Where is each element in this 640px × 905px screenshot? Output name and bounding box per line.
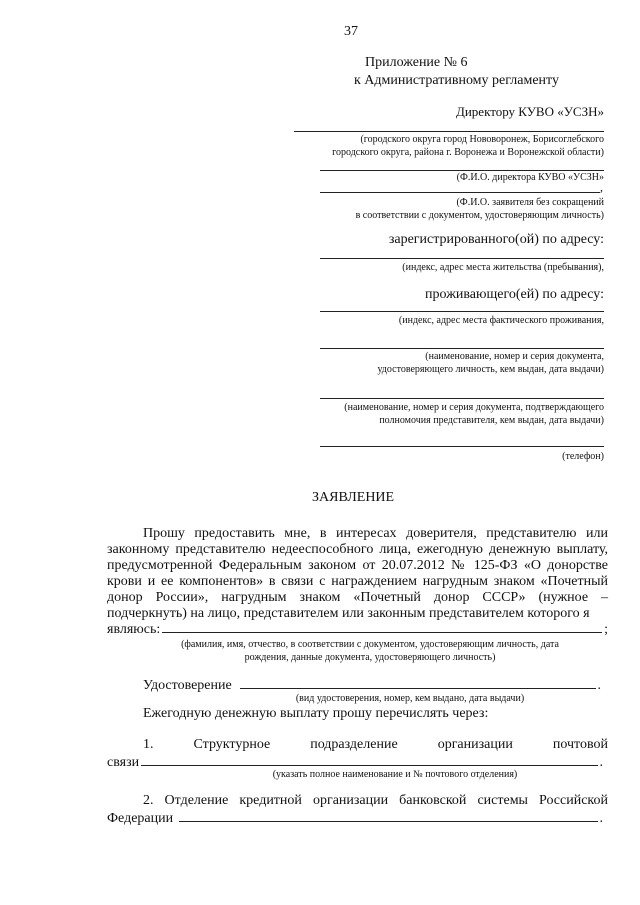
district-field-line[interactable] <box>294 131 604 132</box>
phone-caption: (телефон) <box>562 451 604 462</box>
option1-word-5: почтовой <box>552 737 608 752</box>
representative-doc-line[interactable] <box>320 398 604 399</box>
option1-word-2: Структурное <box>193 737 271 752</box>
living-address-caption: (индекс, адрес места фактического проживания, <box>398 315 604 326</box>
post-office-field[interactable] <box>141 753 597 766</box>
living-address-label: проживающего(ей) по адресу: <box>425 287 604 302</box>
appendix-regulation: к Административному регламенту <box>354 73 559 88</box>
option2-end: . <box>599 811 603 826</box>
statement-last-suffix: ; <box>604 622 608 637</box>
person-caption-2: рождения, данные документа, удостоверяющего личность) <box>244 652 496 663</box>
statement-last-prefix: являюсь: <box>107 622 161 637</box>
statement-paragraph <box>107 526 608 622</box>
identity-doc-caption-2: удостоверяющего личность, кем выдан, дата выдачи) <box>377 364 604 375</box>
option1-word-3: подразделение <box>310 737 398 752</box>
certificate-caption: (вид удостоверения, номер, кем выдано, дата выдачи) <box>295 693 525 704</box>
living-address-line[interactable] <box>320 311 604 312</box>
bank-field[interactable] <box>179 809 597 822</box>
statement-text: Прошу предоставить мне, в интересах доверителя, представителю или законному представителю недееспособного лица, ежегодную денежную выплату, предусмотренной Федеральным законом от 20.07.2012 № 125-ФЗ «О донорстве крови и ее компонентов» в связи с награждением нагрудным знаком «Почетный донор России», нагрудным знаком «Почетный донор СССР» (нужное – подчеркнуть) на лицо, представителем или законным представителем которого я <box>107 526 608 621</box>
district-caption-2: городского округа, района г. Воронежа и Воронежской области) <box>332 147 604 158</box>
phone-line[interactable] <box>320 446 604 447</box>
certificate-field[interactable] <box>240 676 596 689</box>
option1-first-line <box>143 737 608 753</box>
director-name-caption: (Ф.И.О. директора КУВО «УСЗН» <box>456 172 604 183</box>
applicant-caption-1: (Ф.И.О. заявителя без сокращений <box>456 197 604 208</box>
person-details-field[interactable] <box>162 620 602 633</box>
person-caption-1: (фамилия, имя, отчество, в соответствии с документом, удостоверяющим личность, дата <box>181 639 559 650</box>
representative-doc-caption-1: (наименование, номер и серия документа, подтверждающего <box>344 402 604 413</box>
appendix-number: Приложение № 6 <box>365 55 468 70</box>
option2-second-line <box>107 809 603 827</box>
registered-address-line[interactable] <box>320 258 604 259</box>
district-caption-1: (городского округа город Нововоронеж, Борисоглебского <box>360 134 604 145</box>
option1-second-word: связи <box>107 755 140 770</box>
page-number: 37 <box>344 24 358 39</box>
certificate-end: . <box>597 678 601 693</box>
director-addressee: Директору КУВО «УСЗН» <box>455 104 604 119</box>
registered-address-label: зарегистрированного(ой) по адресу: <box>388 232 604 247</box>
transfer-line: Ежегодную денежную выплату прошу перечислять через: <box>143 706 489 721</box>
post-office-caption: (указать полное наименование и № почтового отделения) <box>272 769 518 780</box>
identity-doc-line[interactable] <box>320 348 604 349</box>
option2-first-line: 2. Отделение кредитной организации банковской системы Российской <box>143 793 608 808</box>
identity-doc-caption-1: (наименование, номер и серия документа, <box>425 351 604 362</box>
option1-end: . <box>599 755 603 770</box>
registered-address-caption: (индекс, адрес места жительства (пребывания), <box>402 262 604 273</box>
applicant-caption-2: в соответствии с документом, удостоверяющим личность) <box>355 210 604 221</box>
applicant-comma: , <box>600 180 603 194</box>
statement-title: ЗАЯВЛЕНИЕ <box>312 490 395 505</box>
applicant-name-line[interactable] <box>320 192 600 193</box>
option2-second-word: Федерации <box>107 811 174 826</box>
representative-doc-caption-2: полномочия представителя, кем выдан, дата выдачи) <box>379 415 604 426</box>
statement-last-line <box>107 620 608 638</box>
option1-word-4: организации <box>437 737 513 752</box>
certificate-label: Удостоверение <box>143 678 232 693</box>
option1-word-1: 1. <box>143 737 154 752</box>
